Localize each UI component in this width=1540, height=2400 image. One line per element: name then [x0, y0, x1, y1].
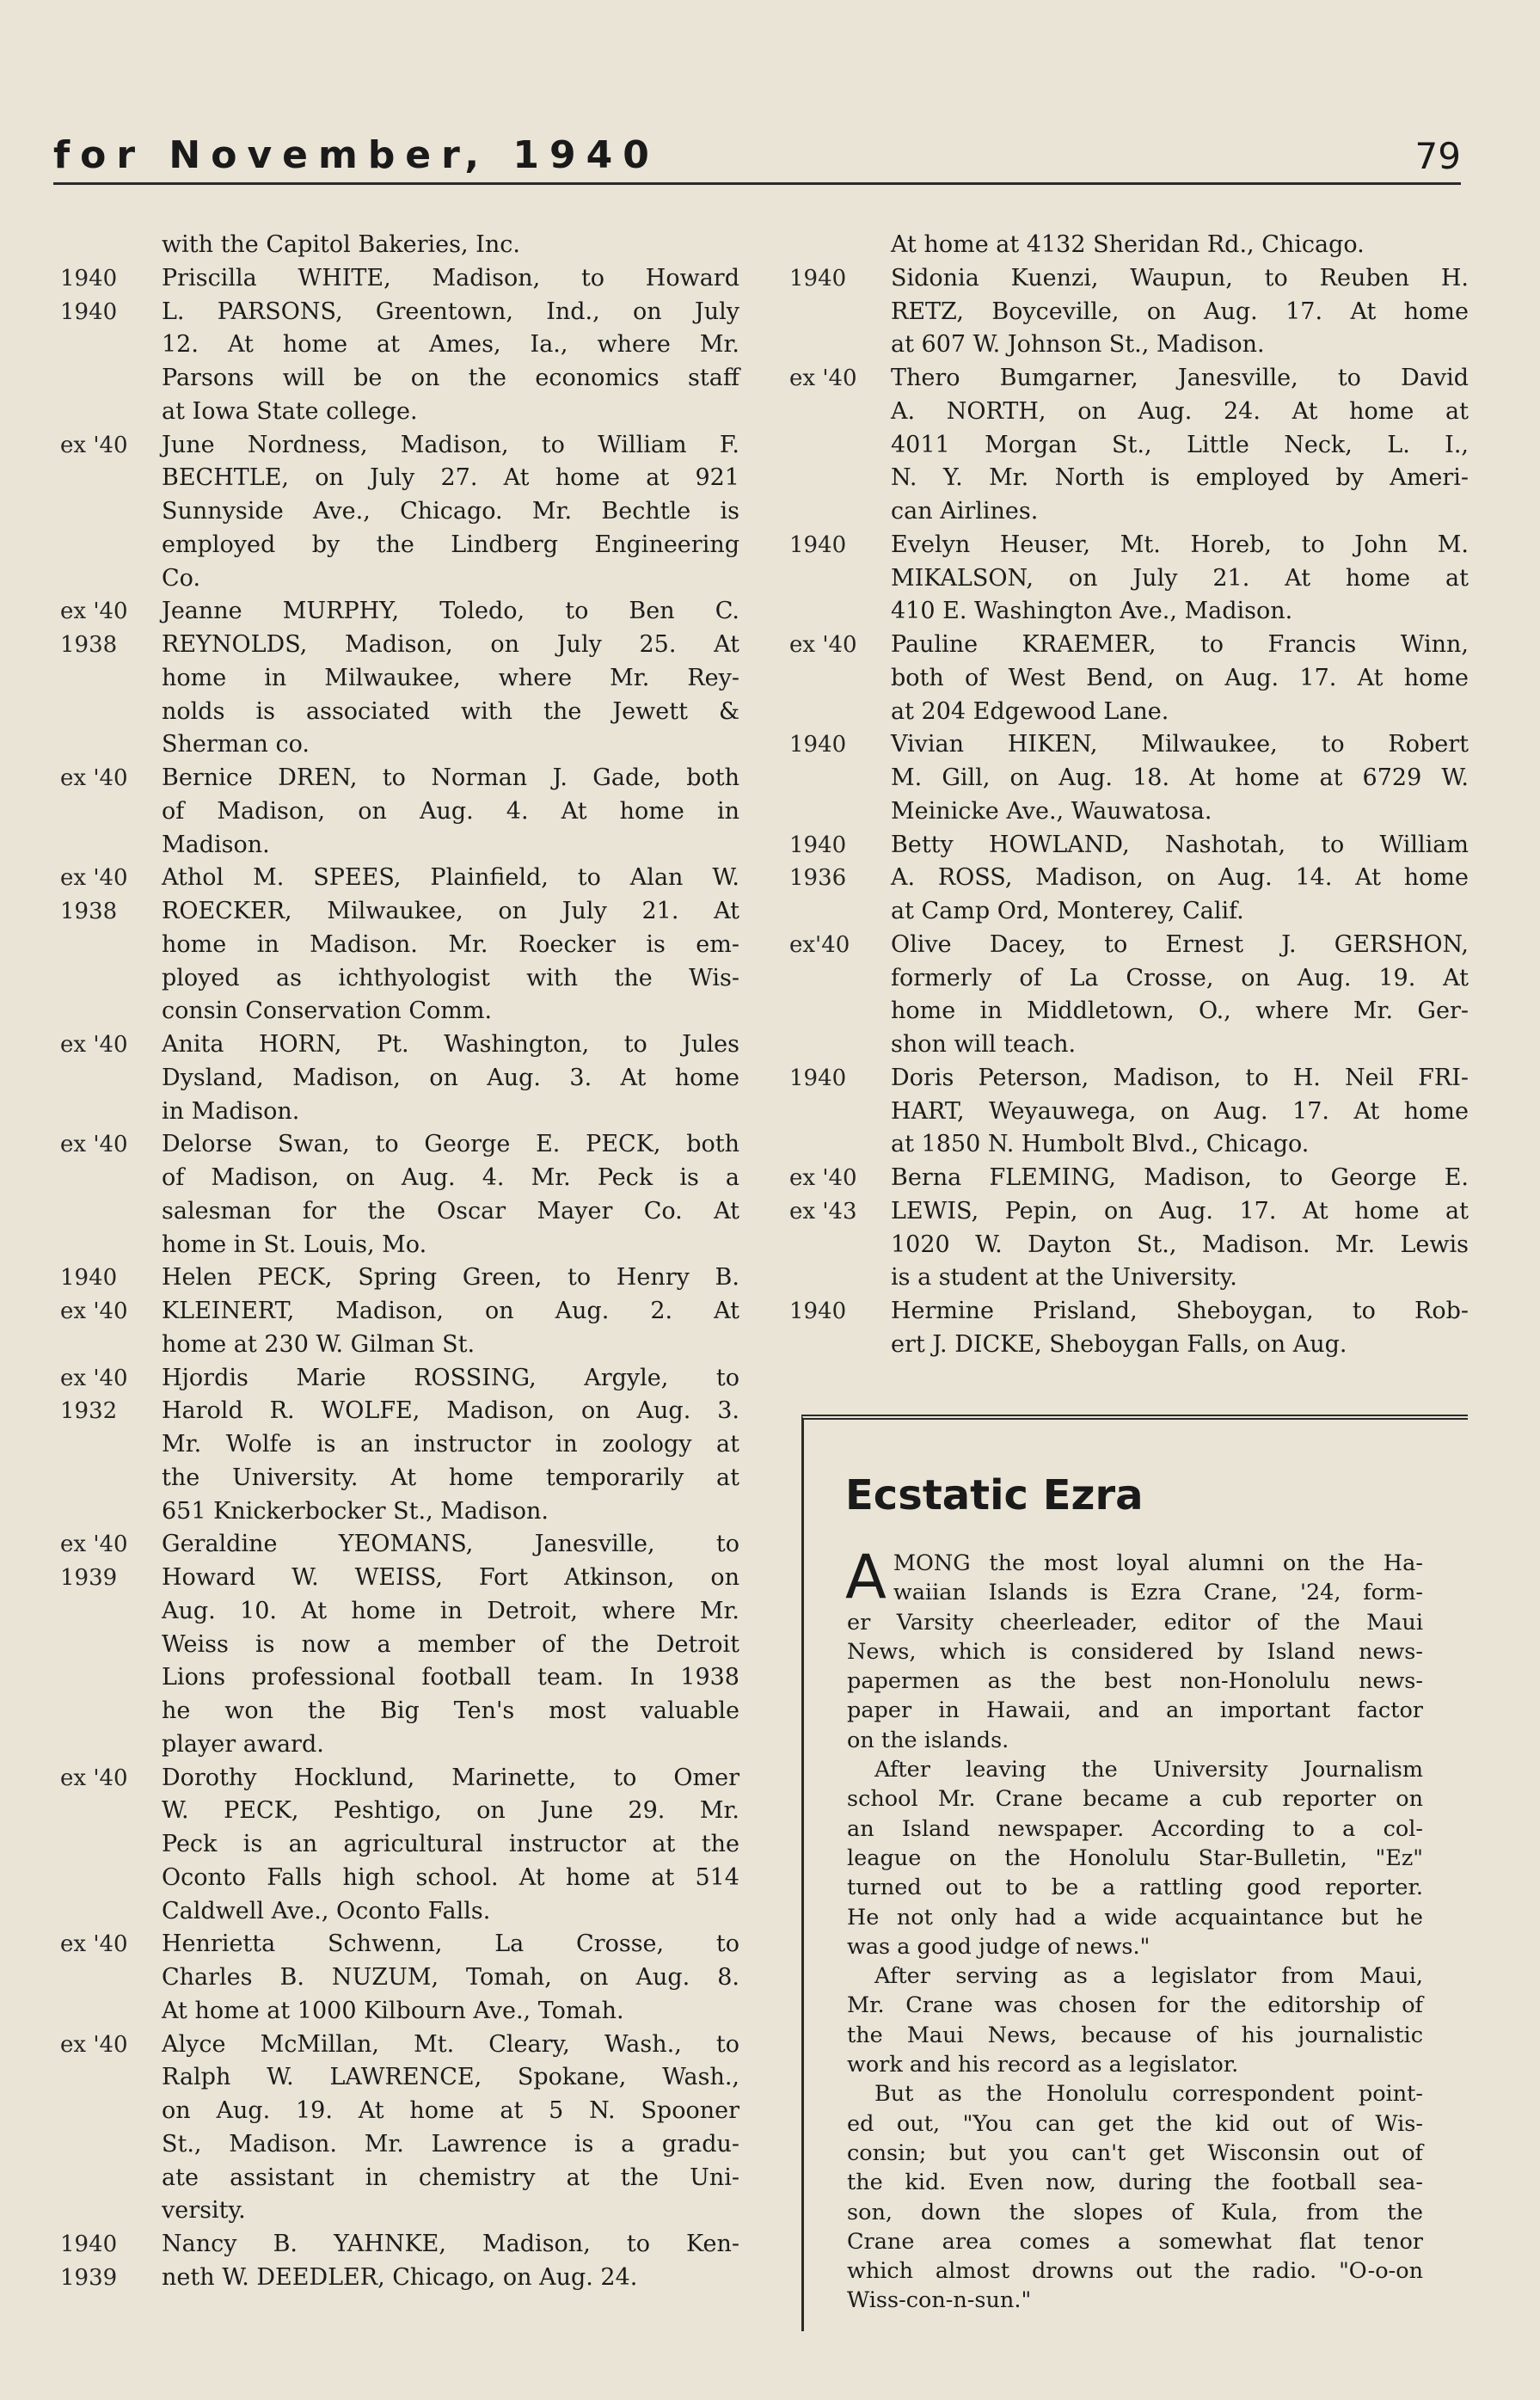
sidebar-line: Mr. Crane was chosen for the editorship of: [847, 1992, 1423, 2019]
entry-text: [162, 1762, 739, 1929]
text-line: on Aug. 19. At home at 5 N. Spooner: [162, 2097, 739, 2124]
text-line: consin Conservation Comm.: [162, 997, 493, 1025]
left-column: [60, 229, 739, 2295]
announcement-entry: [60, 2029, 739, 2229]
announcement-entry: [60, 1528, 739, 1761]
entry-text: [162, 229, 739, 262]
entry-text: [162, 2228, 739, 2295]
class-year-tags: [60, 862, 162, 1028]
class-year-tags: [789, 1295, 891, 1362]
sidebar-line: er Varsity cheerleader, editor of the Maui: [847, 1609, 1423, 1636]
text-line: shon will teach.: [891, 1031, 1077, 1058]
announcement-entry: [789, 629, 1469, 728]
text-line: 12. At home at Ames, Ia., where Mr.: [162, 331, 739, 359]
class-year: 1940: [789, 1065, 847, 1091]
sidebar-line: waiian Islands is Ezra Crane, '24, form-: [893, 1580, 1423, 1606]
sidebar-title: Ecstatic Ezra: [845, 1471, 1144, 1519]
text-line: versity.: [162, 2197, 246, 2225]
sidebar-line: was a good judge of news.": [847, 1933, 1150, 1960]
text-line: home in Madison. Mr. Roecker is em-: [162, 930, 739, 958]
text-line: Bernice DREN, to Norman J. Gade, both: [162, 764, 739, 791]
class-year-tags: [789, 1162, 891, 1295]
sidebar-line: which almost drowns out the radio. "O-o-on: [847, 2258, 1423, 2285]
announcement-entry: [789, 929, 1469, 1062]
text-line: Anita HORN, Pt. Washington, to Jules: [162, 1031, 739, 1058]
text-line: Peck is an agricultural instructor at the: [162, 1831, 739, 1857]
class-year: 1940: [789, 832, 847, 858]
text-line: LEWIS, Pepin, on Aug. 17. At home at: [891, 1197, 1469, 1225]
class-year: 1932: [60, 1398, 118, 1425]
running-title: for November, 1940: [53, 133, 660, 177]
text-line: is a student at the University.: [891, 1264, 1237, 1292]
text-line: 1020 W. Dayton St., Madison. Mr. Lewis: [891, 1231, 1469, 1258]
class-year: 1940: [60, 1265, 118, 1292]
sidebar-paragraph: [847, 2079, 1423, 2315]
entry-text: [891, 929, 1469, 1062]
sidebar-line: on the islands.: [847, 1727, 1009, 1753]
text-line: 651 Knickerbocker St., Madison.: [162, 1497, 549, 1525]
entry-text: [162, 1362, 739, 1529]
announcement-entry: [60, 862, 739, 1028]
text-line: Evelyn Heuser, Mt. Horeb, to John M.: [891, 531, 1469, 558]
announcement-entry: [60, 1928, 739, 2028]
text-line: at 204 Edgewood Lane.: [891, 697, 1169, 725]
text-line: Thero Bumgarner, Janesville, to David: [891, 365, 1469, 391]
class-year: ex '43: [789, 1198, 857, 1225]
class-year-tags: [60, 262, 162, 429]
text-line: Delorse Swan, to George E. PECK, both: [162, 1131, 739, 1158]
text-line: Alyce McMillan, Mt. Cleary, Wash., to: [162, 2030, 739, 2058]
announcement-entry: [60, 1261, 739, 1361]
announcement-entry: [60, 1762, 739, 1929]
entry-text: [891, 229, 1469, 262]
text-line: he won the Big Ten's most valuable: [162, 1697, 739, 1724]
class-year: ex '40: [60, 765, 128, 791]
class-year-tags: [789, 629, 891, 728]
announcement-entry: [789, 229, 1469, 262]
text-line: Athol M. SPEES, Plainfield, to Alan W.: [162, 864, 739, 892]
class-year: ex '40: [60, 1298, 128, 1324]
sidebar-line: After serving as a legislator from Maui,: [874, 1963, 1423, 1990]
text-line: ployed as ichthyologist with the Wis-: [162, 964, 739, 991]
text-line: salesman for the Oscar Mayer Co. At: [162, 1197, 739, 1225]
sidebar-box: [801, 1415, 1468, 2331]
sidebar-line: work and his record as a legislator.: [847, 2052, 1239, 2078]
text-line: N. Y. Mr. North is employed by Ameri-: [891, 464, 1469, 492]
class-year-tags: [789, 362, 891, 529]
class-year: 1940: [60, 2231, 118, 2257]
entry-text: [162, 1128, 739, 1261]
class-year-tags: [60, 1128, 162, 1261]
running-head: [53, 129, 1461, 185]
text-line: Geraldine YEOMANS, Janesville, to: [162, 1531, 739, 1558]
text-line: KLEINERT, Madison, on Aug. 2. At: [162, 1298, 739, 1324]
text-line: ert J. DICKE, Sheboygan Falls, on Aug.: [891, 1330, 1347, 1358]
class-year-tags: [60, 1261, 162, 1361]
text-line: at Camp Ord, Monterey, Calif.: [891, 898, 1244, 924]
text-line: Meinicke Ave., Wauwatosa.: [891, 797, 1212, 825]
text-line: in Madison.: [162, 1097, 300, 1125]
text-line: RETZ, Boyceville, on Aug. 17. At home: [891, 298, 1469, 325]
sidebar-paragraph: [847, 1961, 1423, 2079]
class-year-tags: [789, 1062, 891, 1162]
class-year: ex '40: [60, 1132, 128, 1158]
text-line: At home at 1000 Kilbourn Ave., Tomah.: [162, 1997, 624, 2024]
text-line: June Nordness, Madison, to William F.: [162, 431, 739, 458]
class-year-tags: [789, 829, 891, 929]
announcement-entry: [60, 1128, 739, 1261]
class-year: ex '40: [60, 598, 128, 625]
sidebar-paragraph: [845, 1542, 1423, 1755]
sidebar-line: MONG the most loyal alumni on the Ha-: [893, 1550, 1423, 1576]
text-line: home in Milwaukee, where Mr. Rey-: [162, 664, 739, 691]
text-line: Charles B. NUZUM, Tomah, on Aug. 8.: [162, 1964, 739, 1991]
text-line: Oconto Falls high school. At home at 514: [162, 1863, 739, 1891]
text-line: Aug. 10. At home in Detroit, where Mr.: [162, 1597, 739, 1624]
text-line: Doris Peterson, Madison, to H. Neil FRI-: [891, 1064, 1469, 1091]
class-year: 1939: [60, 1565, 118, 1591]
class-year: [789, 229, 891, 262]
text-line: home in St. Louis, Mo.: [162, 1231, 427, 1258]
class-year: [60, 229, 162, 262]
entry-text: [162, 2029, 739, 2229]
text-line: home in Middletown, O., where Mr. Ger-: [891, 997, 1469, 1025]
sidebar-line: Crane area comes a somewhat flat tenor: [847, 2228, 1423, 2255]
class-year: ex '40: [789, 1165, 857, 1191]
announcement-entry: [789, 262, 1469, 362]
class-year: 1940: [789, 531, 847, 558]
class-year-tags: [60, 229, 162, 262]
announcement-entry: [60, 762, 739, 862]
entry-text: [891, 829, 1469, 929]
entry-text: [891, 1162, 1469, 1295]
entry-text: [162, 595, 739, 762]
class-year-tags: [60, 595, 162, 762]
entry-text: [162, 762, 739, 862]
text-line: Jeanne MURPHY, Toledo, to Ben C.: [162, 598, 739, 625]
sidebar-line: the Maui News, because of his journalistic: [847, 2022, 1423, 2048]
class-year: 1936: [789, 865, 847, 892]
text-line: At home at 4132 Sheridan Rd., Chicago.: [891, 231, 1365, 258]
text-line: ROECKER, Milwaukee, on July 21. At: [162, 898, 739, 924]
class-year-tags: [789, 728, 891, 828]
entry-text: [891, 362, 1469, 529]
entry-text: [891, 728, 1469, 828]
announcement-entry: [60, 1028, 739, 1128]
class-year: 1940: [789, 732, 847, 758]
sidebar-line: News, which is considered by Island news-: [847, 1638, 1423, 1665]
sidebar-line: paper in Hawaii, and an important factor: [847, 1697, 1423, 1724]
text-line: Sidonia Kuenzi, Waupun, to Reuben H.: [891, 264, 1469, 292]
class-year: 1940: [60, 265, 118, 292]
right-column: [789, 229, 1469, 1362]
text-line: MIKALSON, on July 21. At home at: [891, 564, 1469, 592]
class-year-tags: [789, 262, 891, 362]
text-line: St., Madison. Mr. Lawrence is a gradu-: [162, 2130, 739, 2158]
text-line: 4011 Morgan St., Little Neck, L. I.,: [891, 431, 1469, 458]
sidebar-paragraph: [847, 1755, 1423, 1961]
text-line: ate assistant in chemistry at the Uni-: [162, 2164, 739, 2191]
text-line: Berna FLEMING, Madison, to George E.: [891, 1164, 1469, 1191]
text-line: REYNOLDS, Madison, on July 25. At: [162, 631, 739, 658]
text-line: of Madison, on Aug. 4. At home in: [162, 797, 739, 825]
text-line: Priscilla WHITE, Madison, to Howard: [162, 264, 739, 292]
sidebar-line: He not only had a wide acquaintance but he: [847, 1904, 1423, 1930]
text-line: Betty HOWLAND, Nashotah, to William: [891, 831, 1469, 858]
class-year: ex '40: [60, 1765, 128, 1791]
class-year: ex '40: [60, 865, 128, 892]
sidebar-line: But as the Honolulu correspondent point-: [874, 2081, 1423, 2108]
text-line: Hjordis Marie ROSSING, Argyle, to: [162, 1364, 739, 1391]
text-line: Henrietta Schwenn, La Crosse, to: [162, 1930, 739, 1958]
announcement-entry: [789, 829, 1469, 929]
text-line: Weiss is now a member of the Detroit: [162, 1630, 739, 1658]
class-year: 1940: [789, 1298, 847, 1324]
class-year-tags: [60, 1762, 162, 1929]
entry-text: [162, 1928, 739, 2028]
announcement-entry: [60, 429, 739, 596]
sidebar-line: school Mr. Crane became a cub reporter on: [847, 1786, 1423, 1813]
class-year-tags: [789, 229, 891, 262]
sidebar-line: consin; but you can't get Wisconsin out of: [847, 2139, 1423, 2166]
text-line: Helen PECK, Spring Green, to Henry B.: [162, 1264, 739, 1292]
announcement-entry: [789, 362, 1469, 529]
text-line: M. Gill, on Aug. 18. At home at 6729 W.: [891, 764, 1469, 791]
class-year-tags: [60, 1928, 162, 2028]
text-line: can Airlines.: [891, 498, 1039, 525]
text-line: 410 E. Washington Ave., Madison.: [891, 598, 1293, 625]
class-year: ex '40: [60, 432, 128, 458]
class-year-tags: [60, 1028, 162, 1128]
entry-text: [891, 262, 1469, 362]
text-line: Madison.: [162, 831, 270, 858]
class-year: ex '40: [60, 1931, 128, 1958]
text-line: neth W. DEEDLER, Chicago, on Aug. 24.: [162, 2263, 638, 2291]
announcement-entry: [60, 229, 739, 262]
announcement-entry: [789, 1295, 1469, 1362]
announcement-entry: [789, 529, 1469, 629]
text-line: Harold R. WOLFE, Madison, on Aug. 3.: [162, 1397, 739, 1425]
class-year: 1938: [60, 899, 118, 924]
sidebar-article: [845, 1542, 1423, 2316]
entry-text: [162, 429, 739, 596]
text-line: of Madison, on Aug. 4. Mr. Peck is a: [162, 1164, 739, 1191]
text-line: Pauline KRAEMER, to Francis Winn,: [891, 631, 1469, 658]
entry-text: [891, 629, 1469, 728]
text-line: BECHTLE, on July 27. At home at 921: [162, 464, 739, 492]
class-year: ex '40: [789, 365, 857, 391]
entry-text: [162, 862, 739, 1028]
sidebar-line: ed out, "You can get the kid out of Wis-: [847, 2110, 1423, 2137]
text-line: Dorothy Hocklund, Marinette, to Omer: [162, 1764, 739, 1791]
entry-text: [162, 1261, 739, 1361]
announcement-entry: [60, 1362, 739, 1529]
text-line: both of West Bend, on Aug. 17. At home: [891, 664, 1469, 691]
class-year-tags: [60, 429, 162, 596]
page-number: 79: [1414, 135, 1461, 177]
class-year: ex '40: [60, 1032, 128, 1058]
text-line: Sunnyside Ave., Chicago. Mr. Bechtle is: [162, 498, 739, 525]
class-year-tags: [789, 929, 891, 1062]
class-year: 1940: [60, 298, 118, 325]
text-line: Dysland, Madison, on Aug. 3. At home: [162, 1064, 739, 1091]
text-line: Mr. Wolfe is an instructor in zoology at: [162, 1431, 739, 1458]
text-line: at Iowa State college.: [162, 397, 418, 425]
class-year: ex '40: [60, 1531, 128, 1558]
sidebar-line: papermen as the best non-Honolulu news-: [847, 1668, 1423, 1695]
text-line: with the Capitol Bakeries, Inc.: [162, 231, 520, 258]
text-line: HART, Weyauwega, on Aug. 17. At home: [891, 1097, 1469, 1125]
text-line: player award.: [162, 1730, 324, 1758]
class-year-tags: [60, 2228, 162, 2295]
text-line: W. PECK, Peshtigo, on June 29. Mr.: [162, 1797, 739, 1825]
text-line: Olive Dacey, to Ernest J. GERSHON,: [891, 930, 1469, 958]
class-year-tags: [60, 1528, 162, 1761]
announcement-entry: [60, 595, 739, 762]
entry-text: [162, 262, 739, 429]
entry-text: [891, 529, 1469, 629]
text-line: nolds is associated with the Jewett &: [162, 697, 739, 725]
text-line: at 607 W. Johnson St., Madison.: [891, 331, 1265, 359]
sidebar-line: league on the Honolulu Star-Bulletin, "Ez": [847, 1845, 1423, 1871]
class-year: ex'40: [789, 931, 850, 958]
class-year: 1940: [789, 265, 847, 292]
text-line: Co.: [162, 564, 201, 592]
class-year: ex '40: [789, 632, 857, 658]
text-line: employed by the Lindberg Engineering: [162, 531, 739, 558]
text-line: home at 230 W. Gilman St.: [162, 1330, 475, 1358]
sidebar-line: an Island newspaper. According to a col-: [847, 1815, 1423, 1842]
text-line: L. PARSONS, Greentown, Ind., on July: [162, 298, 739, 325]
announcement-entry: [789, 1062, 1469, 1162]
announcement-entry: [60, 262, 739, 429]
text-line: formerly of La Crosse, on Aug. 19. At: [891, 964, 1469, 991]
announcement-entry: [60, 2228, 739, 2295]
class-year-tags: [60, 762, 162, 862]
text-line: Howard W. WEISS, Fort Atkinson, on: [162, 1564, 739, 1591]
text-line: Ralph W. LAWRENCE, Spokane, Wash.,: [162, 2064, 739, 2091]
text-line: Vivian HIKEN, Milwaukee, to Robert: [891, 731, 1469, 758]
class-year-tags: [789, 529, 891, 629]
sidebar-line: son, down the slopes of Kula, from the: [847, 2199, 1423, 2225]
drop-cap: A: [845, 1542, 887, 1612]
entry-text: [891, 1295, 1469, 1362]
class-year: ex '40: [60, 2031, 128, 2058]
text-line: Nancy B. YAHNKE, Madison, to Ken-: [162, 2231, 739, 2257]
text-line: Caldwell Ave., Oconto Falls.: [162, 1897, 491, 1924]
text-line: Hermine Prisland, Sheboygan, to Rob-: [891, 1298, 1469, 1324]
class-year: 1939: [60, 2264, 118, 2291]
sidebar-line: turned out to be a rattling good reporter.: [847, 1875, 1423, 1901]
class-year-tags: [60, 2029, 162, 2229]
text-line: A. NORTH, on Aug. 24. At home at: [891, 397, 1469, 425]
sidebar-line: Wiss-con-n-sun.": [847, 2287, 1032, 2314]
entry-text: [891, 1062, 1469, 1162]
sidebar-line: the kid. Even now, during the football sea-: [847, 2170, 1423, 2196]
text-line: the University. At home temporarily at: [162, 1464, 739, 1491]
text-line: Lions professional football team. In 1938: [162, 1664, 739, 1691]
announcement-entry: [789, 1162, 1469, 1295]
announcement-entry: [789, 728, 1469, 828]
class-year: 1938: [60, 632, 118, 658]
entry-text: [162, 1528, 739, 1761]
class-year-tags: [60, 1362, 162, 1529]
sidebar-line: After leaving the University Journalism: [874, 1757, 1423, 1783]
text-line: Parsons will be on the economics staff: [162, 365, 739, 391]
text-line: Sherman co.: [162, 731, 310, 758]
text-line: at 1850 N. Humbolt Blvd., Chicago.: [891, 1131, 1310, 1158]
class-year: ex '40: [60, 1365, 128, 1391]
entry-text: [162, 1028, 739, 1128]
text-line: A. ROSS, Madison, on Aug. 14. At home: [891, 864, 1469, 892]
